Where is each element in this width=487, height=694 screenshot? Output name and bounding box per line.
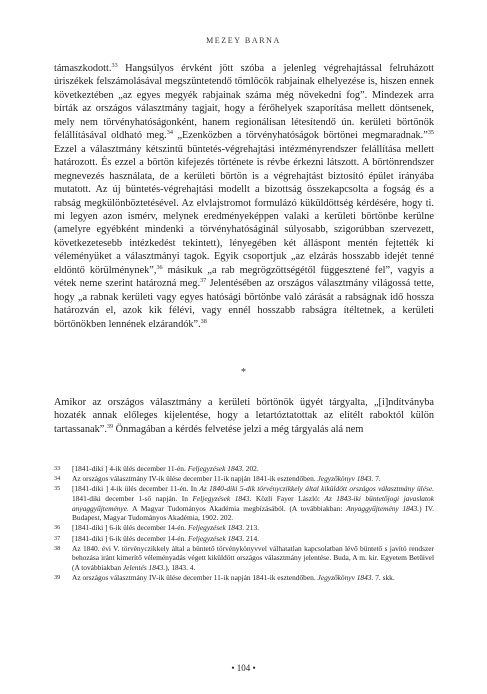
text-run: ), 1843. 4. xyxy=(165,562,196,572)
text-run: másikuk „a rab megrögzöttségétől függesztené fel”, vagyis a vétek neme szerint határozná meg. xyxy=(54,264,434,290)
italic-title: Feljegyzések 1843. xyxy=(187,523,245,533)
footnote xyxy=(54,544,434,573)
text-run: Amikor az országos választmány a kerületi börtönök ügyét tárgyalta, „[i]ndítványba hozaték annak előleges kijelentése, hogy a letartóztatottak az elítélt raboktól külön tartassanak”. xyxy=(54,397,434,435)
footnote-reference: 34 xyxy=(166,129,173,137)
footnote-number: 38 xyxy=(54,544,61,552)
section-separator: * xyxy=(241,367,246,378)
text-run: Ezzel a választmány kétszintű büntetés-végrehajtási intézményrendszer felállítása mellett határozott. És ezzel a börtön kifejezés története is révbe érkezni látszott. A börtönrendszer megnevezés használata, de a kerületi börtön is a végrehajtást biztosító épület irányába mutatott. Az új büntetés-végrehajtási modellt a bizottság összekapcsolta a fogság és a rabság megkülönböztetésével. Az elvlajstromot formulázó küküldöttség kérdésére, hogy ti. mi legyen azon ismérv, melynek eredményeképpen valaki a kerületi börtönbe kerülne (amelyre egyébként mindenki a törvényhatóságinál súlyosabb, szigorúbban szervezett, következetesebb intézkedést tekintett), lényegében két álláspont mentén fejtették ki véleményüket a választmányi tagok. Egyik csoportjuk „az elzárás hosszabb idejét tenné eldöntő körülménynek”, xyxy=(54,143,434,276)
footnote xyxy=(54,534,434,544)
paragraph-2 xyxy=(54,396,434,436)
paragraph-1 xyxy=(54,62,434,331)
text-run: [1841-diki ] 4-ik ülés december 11-én. xyxy=(72,464,188,473)
text-run: Közli Fayer László: xyxy=(251,493,325,503)
italic-title: Jelentés 1843. xyxy=(122,562,166,572)
footnote xyxy=(54,464,434,474)
italic-title: Az 1843-iki büntetőjogi javaslatok anyaggyűjteménye. xyxy=(72,493,434,513)
page-number: • 104 • xyxy=(231,663,256,673)
italic-title: Jegyzőkönyv 1843. xyxy=(317,474,374,484)
footnote-number: 36 xyxy=(54,524,61,532)
text-run: 214. xyxy=(244,533,259,543)
footnote-reference: 38 xyxy=(200,317,207,325)
text-run: [1841-diki ] 4-ik ülés december 11-én. In xyxy=(72,484,200,494)
footnote xyxy=(54,523,434,533)
footnotes xyxy=(54,464,434,583)
footnote-number: 39 xyxy=(54,574,61,582)
footnote xyxy=(54,484,434,522)
footnote-reference: 37 xyxy=(200,277,207,285)
italic-title: Jegyzőkönyv 1843. xyxy=(317,573,374,583)
text-run: ) IV. Budapest, Magyar Tudományos Akadémia, 1902. 202. xyxy=(72,503,434,523)
footnote-reference: 36 xyxy=(156,263,163,271)
italic-title: Az 1840-diki 5-dik törvényczikkely által kiküldött országos választmány ülése. xyxy=(199,484,435,494)
footnote xyxy=(54,474,434,484)
text-run: 1841-diki december 1-ső napján. In xyxy=(72,493,193,503)
main-text-block-2 xyxy=(54,396,434,436)
text-run: Önmagában a kérdés felvetése jelzi a még tárgyalás alá nem xyxy=(113,423,364,435)
text-run: 213. xyxy=(244,523,259,533)
text-run: 7. skk. xyxy=(373,573,395,583)
text-run: Hangsúlyos érvként jött szóba a jelenleg végrehajtással felruházott úriszékek felszámolásával megszüntetendő tömlöcök rabjainak elhelyezése is, hiszen ennek következtében „az egyes megyék rabjainak száma még növekedni fog”. Mindezek arra bírták az országos választmány tagjait, hogy a férőhelyek szaporítása mellett döntsenek, mely nem törvényhatóságonként, hanem regionálisan létesítendő ún. kerületi börtönök felállításával oldható meg. xyxy=(54,63,434,142)
footnote-reference: 39 xyxy=(106,422,114,430)
main-text-block xyxy=(54,62,434,331)
footnote-reference: 33 xyxy=(111,62,118,69)
text-run: Az országos választmány IV-ik ülése december 11-ik napján 1841-ik esztendőben. xyxy=(72,573,318,583)
text-run: Jelentésében az országos választmány világossá tette, hogy „a rabnak kerületi vagy egyes hatósági börtönbe való zárását a rabságnak idő hossza határozván el, azok kik félévi, vagy ennél hosszabb rabságra ítéltetnek, a kerületi börtönökben lennének elzárandók”. xyxy=(54,278,434,330)
text-run: „Ezenközben a törvényhatóságok börtönei megmaradnak.” xyxy=(172,130,428,142)
running-header: MEZEY BARNA xyxy=(206,36,281,45)
footnote-number: 35 xyxy=(54,485,61,493)
text-run: A Magyar Tudományos Akadémia megbízásából. (A továbbiakban: xyxy=(128,503,347,513)
text-run: 7. xyxy=(373,474,381,484)
footnote-number: 37 xyxy=(54,534,61,542)
text-run: Az országos választmány IV-ik ülése december 11-ik napján 1841-ik esztendőben. xyxy=(72,474,318,484)
footnote-number: 34 xyxy=(54,475,61,483)
text-run: 202. xyxy=(243,464,259,473)
italic-title: Anyaggyűjtemény 1843. xyxy=(346,503,420,513)
text-run: támaszkodott. xyxy=(54,63,112,74)
footnote xyxy=(54,573,434,583)
footnote-number: 33 xyxy=(54,465,61,472)
italic-title: Feljegyzések 1843. xyxy=(187,533,245,543)
italic-title: Feljegyzések 1843. xyxy=(187,464,244,473)
italic-title: Feljegyzések 1843. xyxy=(192,493,252,503)
text-run: [1841-diki ] 6-ik ülés december 14-én. xyxy=(72,523,188,533)
footnote-reference: 35 xyxy=(427,129,435,137)
text-run: Az 1840. évi V. törvényczikkely által a büntető törvénykönyvvel válhatatlan kapcsolatban lévő büntető s javító rendszer behozása iránt kimerítő véleményadás végett kiküldött országos választmány jelentése. Buda, A m. kir. Egyetem Betűivel (A továbbiakban xyxy=(72,543,434,572)
text-run: [1841-diki ] 6-ik ülés december 14-én. xyxy=(72,533,188,543)
